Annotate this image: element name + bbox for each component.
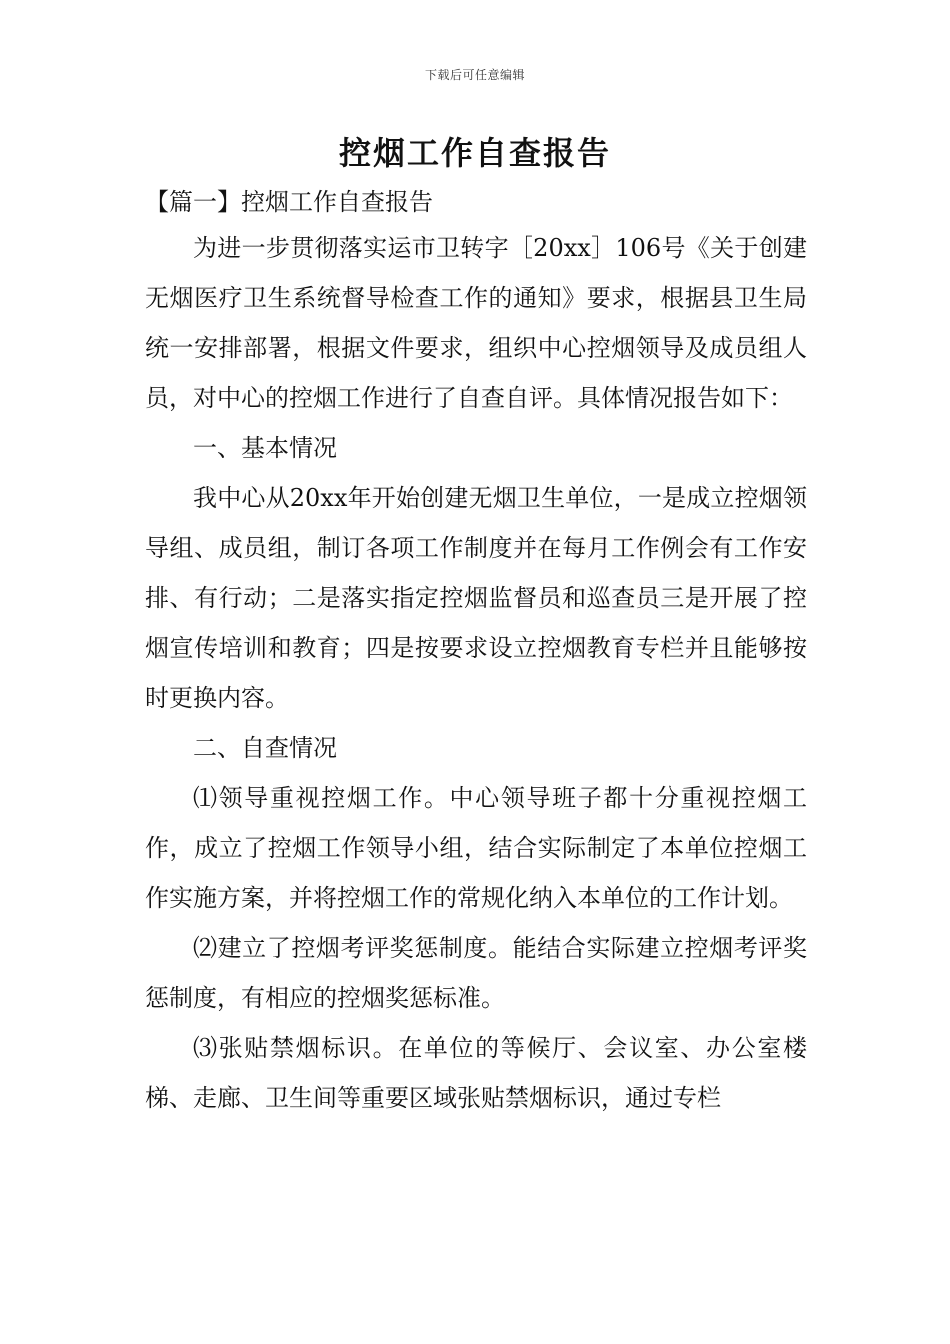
heading-basic-situation: 一、基本情况 xyxy=(193,434,337,462)
paragraph-item-3: ⑶张贴禁烟标识。在单位的等候厅、会议室、办公室楼梯、走廊、卫生间等重要区域张贴禁烟标识，通过专栏 xyxy=(145,1034,807,1112)
header-note: 下载后可任意编辑 xyxy=(424,68,525,82)
paragraph-item-2: ⑵建立了控烟考评奖惩制度。能结合实际建立控烟考评奖惩制度，有相应的控烟奖惩标准。 xyxy=(145,934,807,1012)
paragraph-item-1: ⑴领导重视控烟工作。中心领导班子都十分重视控烟工作，成立了控烟工作领导小组，结合实际制定了本单位控烟工作实施方案，并将控烟工作的常规化纳入本单位的工作计划。 xyxy=(145,784,807,912)
paragraph-basic-situation: 我中心从20xx年开始创建无烟卫生单位，一是成立控烟领导组、成员组，制订各项工作制度并在每月工作例会有工作安排、有行动；二是落实指定控烟监督员和巡查员三是开展了控烟宣传培训和教育；四是按要求设立控烟教育专栏并且能够按时更换内容。 xyxy=(145,484,807,712)
paragraph-intro: 为进一步贯彻落实运市卫转字［20xx］106号《关于创建无烟医疗卫生系统督导检查工作的通知》要求，根据县卫生局统一安排部署，根据文件要求，组织中心控烟领导及成员组人员，对中心的控烟工作进行了自查自评。具体情况报告如下： xyxy=(145,234,807,412)
heading-self-check: 二、自查情况 xyxy=(193,734,337,762)
document-body xyxy=(145,223,807,1123)
section-heading: 【篇一】控烟工作自查报告 xyxy=(145,188,433,216)
document-title: 控烟工作自查报告 xyxy=(338,134,611,172)
